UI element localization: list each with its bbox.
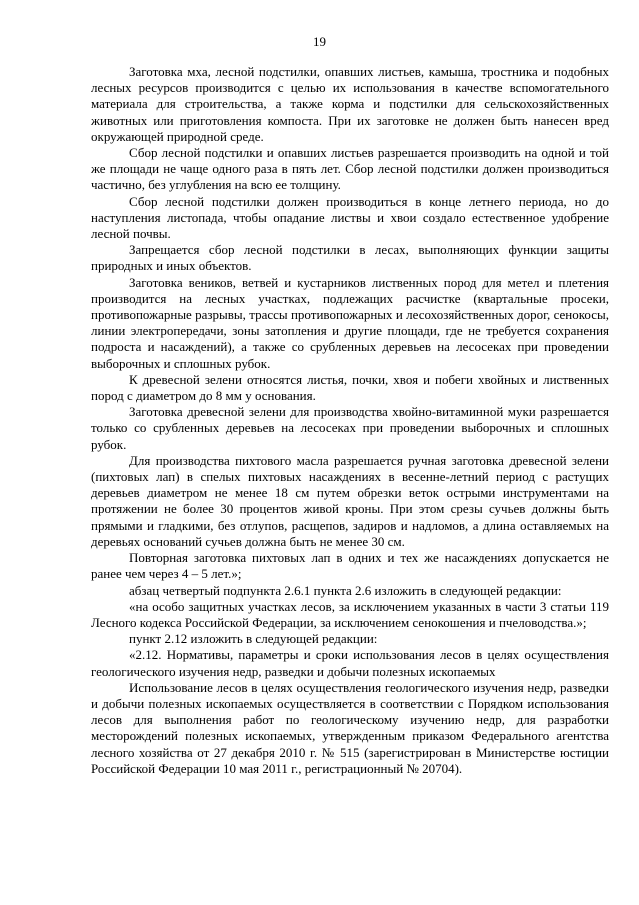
- paragraph: абзац четвертый подпункта 2.6.1 пункта 2.6 изложить в следующей редакции:: [129, 582, 562, 598]
- paragraph: Для производства пихтового масла разрешается ручная заготовка древесной зелени (пихтовых лап) в спелых пихтовых насаждениях в весенне-летний период с растущих деревьев диаметром не менее 18 см путем обрезки веток острыми инструментами на протяжении не более 30 процентов живой кроны. При этом срезы сучьев должны быть прямыми и гладкими, без отлупов, расщепов, задиров и надломов, а длина оставляемых на деревьях оснований сучьев должна быть не менее 30 см.: [91, 452, 609, 549]
- paragraph: «на особо защитных участках лесов, за исключением указанных в части 3 статьи 119 Лесного кодекса Российской Федерации, за исключением сенокошения и пчеловодства.»;: [91, 598, 609, 630]
- paragraph: Заготовка веников, ветвей и кустарников лиственных пород для метел и плетения производится на лесных участках, подлежащих расчистке (квартальные просеки, противопожарные разрывы, трассы противопожарных и лесохозяйственных дорог, сенокосы, линии электропередачи, зоны затопления и другие площади, где не требуется сохранения подроста и насаждений), а также со срубленных деревьев на лесосеках при проведении выборочных и сплошных рубок.: [91, 274, 609, 371]
- paragraph: Повторная заготовка пихтовых лап в одних и тех же насаждениях допускается не ранее чем через 4 – 5 лет.»;: [91, 550, 609, 582]
- paragraph: «2.12. Нормативы, параметры и сроки использования лесов в целях осуществления геологического изучения недр, разведки и добычи полезных ископаемых: [91, 647, 609, 679]
- paragraph: Заготовка мха, лесной подстилки, опавших листьев, камыша, тростника и подобных лесных ресурсов производится с целью их использования в качестве вспомогательного материала для строительства, а также корма и подстилки для сельскохозяйственных животных или приготовления компоста. При их заготовке не должен быть нанесен вред окружающей природной среде.: [91, 64, 609, 144]
- paragraph: Сбор лесной подстилки и опавших листьев разрешается производить на одной и той же площади не чаще одного раза в пять лет. Сбор лесной подстилки должен производиться частично, без углубления на всю ее толщину.: [91, 145, 609, 193]
- page-number: 19: [313, 34, 326, 49]
- paragraph: Использование лесов в целях осуществления геологического изучения недр, разведки и добычи полезных ископаемых осуществляется в соответствии с Порядком использования лесов для выполнения работ по геологическому изучению недр, для разработки месторождений полезных ископаемых, утвержденным приказом Федерального агентства лесного хозяйства от 27 декабря 2010 г. № 515 (зарегистрирован в Министерстве юстиции Российской Федерации 10 мая 2011 г., регистрационный № 20704).: [91, 679, 609, 776]
- paragraph: Запрещается сбор лесной подстилки в лесах, выполняющих функции защиты природных и иных объектов.: [91, 242, 609, 274]
- paragraph: Заготовка древесной зелени для производства хвойно-витаминной муки разрешается только со срубленных деревьев на лесосеках при проведении выборочных и сплошных рубок.: [91, 404, 609, 452]
- paragraph: Сбор лесной подстилки должен производиться в конце летнего периода, но до наступления листопада, чтобы опадание листвы и хвои создало естественное удобрение лесной почвы.: [91, 193, 609, 242]
- paragraph: пункт 2.12 изложить в следующей редакции:: [129, 631, 378, 647]
- document-body: [91, 64, 609, 777]
- paragraph: К древесной зелени относятся листья, почки, хвоя и побеги хвойных и лиственных пород с диаметром до 8 мм у основания.: [91, 371, 609, 404]
